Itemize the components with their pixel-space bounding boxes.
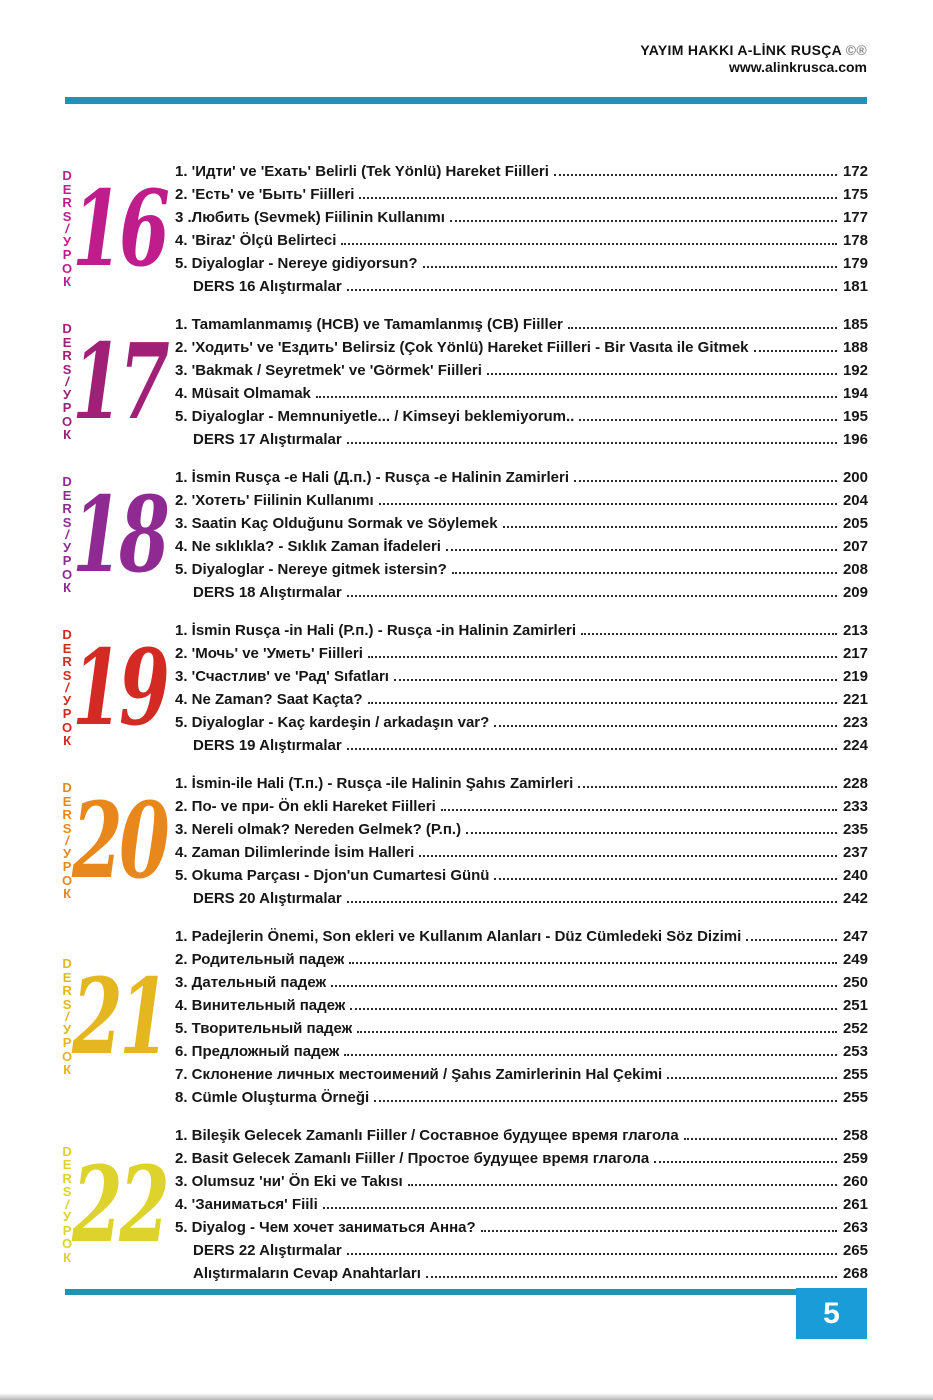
dot-leader: [394, 679, 837, 681]
toc-entry-page: 192: [842, 362, 868, 379]
dot-leader: [494, 878, 837, 880]
dot-leader: [441, 809, 837, 811]
toc-entry-page: 235: [842, 821, 868, 838]
toc-entry-page: 253: [842, 1043, 868, 1060]
toc-entry-label: 4. 'Biraz' Ölçü Belirteci: [175, 232, 337, 249]
vertical-label-letter: К: [63, 1062, 72, 1078]
toc-entry: [175, 925, 868, 948]
toc-entry-page: 194: [842, 385, 868, 402]
dot-leader: [341, 243, 837, 245]
toc-entry-page: 255: [842, 1089, 868, 1106]
dot-leader: [452, 572, 837, 574]
lesson-badge: [62, 1142, 175, 1266]
vertical-label-letter: О: [62, 872, 73, 888]
dot-leader: [481, 1230, 837, 1232]
dot-leader: [466, 832, 837, 834]
toc-entry: [175, 275, 868, 298]
toc-entry-page: 224: [842, 737, 868, 754]
vertical-label-letter: S: [62, 996, 72, 1012]
toc-entry: [175, 336, 868, 359]
toc-section-19: [62, 619, 868, 757]
toc-entry: [175, 313, 868, 336]
dot-leader: [578, 786, 837, 788]
toc-entry: [175, 688, 868, 711]
dot-leader: [323, 1207, 837, 1209]
toc-entry: [175, 1063, 868, 1086]
vertical-label-letter: D: [62, 956, 72, 972]
toc-entry-page: 179: [842, 255, 868, 272]
dot-leader: [554, 174, 837, 176]
toc-entry: [175, 711, 868, 734]
toc-entry: [175, 382, 868, 405]
toc-entry-label: 1. 'Идти' ve 'Ехать' Belirli (Tek Yönlü) Hareket Fiilleri: [175, 163, 549, 180]
dot-leader: [349, 962, 837, 964]
lesson-badge: [62, 169, 175, 289]
toc-entry: [175, 489, 868, 512]
toc-entry-label: 2. 'Есть' ve 'Быть' Fiilleri: [175, 186, 355, 203]
dot-leader: [344, 1054, 837, 1056]
toc-entry: [175, 1124, 868, 1147]
toc-entry-label: DERS 16 Alıştırmalar: [193, 278, 342, 295]
lesson-vertical-label: [62, 628, 72, 748]
toc-entry-page: 185: [842, 316, 868, 333]
toc-entry: [175, 359, 868, 382]
dot-leader: [347, 442, 837, 444]
toc-entry-page: 242: [842, 890, 868, 907]
vertical-label-letter: E: [62, 181, 72, 197]
vertical-label-letter: У: [63, 1021, 72, 1037]
toc-entry-page: 207: [842, 538, 868, 555]
toc-entry-label: 5. Diyaloglar - Nereye gitmek istersin?: [175, 561, 447, 578]
dot-leader: [494, 725, 837, 727]
vertical-label-letter: /: [65, 527, 69, 543]
vertical-label-letter: К: [63, 427, 72, 443]
vertical-label-letter: R: [62, 1170, 72, 1186]
lesson-vertical-label: [62, 169, 72, 289]
vertical-label-letter: У: [63, 386, 72, 402]
dot-leader: [503, 526, 837, 528]
toc-entry-page: 196: [842, 431, 868, 448]
lesson-vertical-label: [62, 1145, 72, 1265]
vertical-label-letter: S: [62, 361, 72, 377]
toc-entry-page: 181: [842, 278, 868, 295]
toc-entry-label: DERS 18 Alıştırmalar: [193, 584, 342, 601]
toc-entry-label: 2. 'Ходить' ve 'Ездить' Belirsiz (Çok Yönlü) Hareket Fiilleri - Bir Vasıta ile Gitmek: [175, 339, 749, 356]
vertical-label-letter: S: [62, 820, 72, 836]
toc-entry: [175, 818, 868, 841]
toc-entry-page: 240: [842, 867, 868, 884]
publisher-name: YAYIM HAKKI A-LİNK RUSÇA: [640, 42, 842, 58]
toc-entry-label: 2. Родительный падеж: [175, 951, 345, 968]
dot-leader: [450, 220, 837, 222]
toc-entry-page: 258: [842, 1127, 868, 1144]
toc-entry-label: 1. Padejlerin Önemi, Son ekleri ve Kullanım Alanları - Düz Cümledeki Söz Dizimi: [175, 928, 742, 945]
toc-entry: [175, 642, 868, 665]
toc-entry-label: 2. По- ve при- Ön ekli Hareket Fiilleri: [175, 798, 436, 815]
toc-entry: [175, 160, 868, 183]
toc-entry-label: 2. Basit Gelecek Zamanlı Fiiller / Простое будущее время глагола: [175, 1150, 650, 1167]
dot-leader: [368, 702, 837, 704]
toc-entry: [175, 772, 868, 795]
dot-leader: [347, 901, 837, 903]
vertical-label-letter: S: [62, 514, 72, 530]
lesson-number: 22: [72, 1142, 167, 1266]
lesson-number: 19: [72, 626, 167, 750]
vertical-label-letter: Р: [62, 553, 72, 569]
vertical-label-letter: У: [63, 1209, 72, 1225]
toc-entry-page: 213: [842, 622, 868, 639]
vertical-label-letter: Р: [62, 1222, 72, 1238]
toc-entry-page: 204: [842, 492, 868, 509]
toc-entry-label: 4. Müsait Olmamak: [175, 385, 311, 402]
vertical-label-letter: D: [62, 780, 72, 796]
scan-edge-shadow: [0, 1393, 933, 1400]
toc-entry-label: 5. Diyaloglar - Nereye gidiyorsun?: [175, 255, 418, 272]
vertical-label-letter: Р: [62, 859, 72, 875]
toc-entry-page: 265: [842, 1242, 868, 1259]
vertical-label-letter: D: [62, 627, 72, 643]
dot-leader: [423, 266, 837, 268]
lesson-entries: [175, 160, 868, 298]
vertical-label-letter: D: [62, 321, 72, 337]
vertical-label-letter: R: [62, 348, 72, 364]
toc-entry-label: 1. İsmin-ile Hali (Т.п.) - Rusça -ile Halinin Şahıs Zamirleri: [175, 775, 574, 792]
dot-leader: [368, 656, 837, 658]
vertical-label-letter: Р: [62, 1035, 72, 1051]
dot-leader: [746, 939, 837, 941]
toc-entry-page: 247: [842, 928, 868, 945]
toc-entry: [175, 619, 868, 642]
lesson-vertical-label: [62, 322, 72, 442]
toc-entry-page: 228: [842, 775, 868, 792]
dot-leader: [667, 1077, 837, 1079]
toc-entry: [175, 581, 868, 604]
toc-section-20: [62, 772, 868, 910]
vertical-label-letter: D: [62, 1143, 72, 1159]
dot-leader: [350, 1008, 837, 1010]
vertical-label-letter: S: [62, 208, 72, 224]
vertical-label-letter: Р: [62, 400, 72, 416]
toc-entry: [175, 252, 868, 275]
lesson-entries: [175, 1124, 868, 1285]
dot-leader: [419, 855, 837, 857]
toc-entry-page: 251: [842, 997, 868, 1014]
toc-entry-page: 209: [842, 584, 868, 601]
toc-entry-label: 4. 'Заниматься' Fiili: [175, 1196, 318, 1213]
toc-entry: [175, 841, 868, 864]
toc-entry: [175, 948, 868, 971]
toc-entry-page: 177: [842, 209, 868, 226]
vertical-label-letter: E: [62, 793, 72, 809]
lesson-number: 18: [72, 473, 167, 597]
lesson-vertical-label: [62, 957, 72, 1077]
toc-entry: [175, 994, 868, 1017]
vertical-label-letter: К: [63, 274, 72, 290]
toc-entry-label: 4. Ne sıklıkla? - Sıklık Zaman İfadeleri: [175, 538, 441, 555]
toc-entry-label: DERS 20 Alıştırmalar: [193, 890, 342, 907]
toc-entry-page: 200: [842, 469, 868, 486]
vertical-label-letter: У: [63, 539, 72, 555]
toc-entry: [175, 535, 868, 558]
toc-entry-page: 217: [842, 645, 868, 662]
toc-entry: [175, 795, 868, 818]
vertical-label-letter: D: [62, 168, 72, 184]
vertical-label-letter: О: [62, 1048, 73, 1064]
vertical-label-letter: У: [63, 845, 72, 861]
vertical-label-letter: E: [62, 640, 72, 656]
vertical-label-letter: О: [62, 719, 73, 735]
dot-leader: [568, 327, 837, 329]
dot-leader: [684, 1138, 837, 1140]
toc-entry: [175, 1086, 868, 1109]
vertical-label-letter: У: [63, 233, 72, 249]
toc-entry-page: 237: [842, 844, 868, 861]
toc-entry-label: 5. Okuma Parçası - Djon'un Cumartesi Günü: [175, 867, 490, 884]
toc-entry-label: 7. Склонение личных местоимений / Şahıs Zamirlerinin Hal Çekimi: [175, 1066, 663, 1083]
toc-entry-label: 6. Предложный падеж: [175, 1043, 340, 1060]
toc-entry: [175, 1040, 868, 1063]
toc-entry: [175, 1239, 868, 1262]
toc-entry-label: 3. 'Счастлив' ve 'Рад' Sıfatları: [175, 668, 389, 685]
toc-entry-page: 249: [842, 951, 868, 968]
toc-entry: [175, 206, 868, 229]
toc-entry-label: 1. İsmin Rusça -in Hali (Р.п.) - Rusça -in Halinin Zamirleri: [175, 622, 577, 639]
lesson-number: 16: [72, 167, 167, 291]
toc-entry: [175, 512, 868, 535]
toc-entry: [175, 1262, 868, 1285]
vertical-label-letter: О: [62, 260, 73, 276]
lesson-entries: [175, 313, 868, 451]
vertical-label-letter: R: [62, 983, 72, 999]
vertical-label-letter: /: [65, 680, 69, 696]
lesson-entries: [175, 925, 868, 1109]
toc-entry: [175, 558, 868, 581]
toc-entry: [175, 665, 868, 688]
lesson-number: 17: [72, 320, 167, 444]
dot-leader: [581, 633, 837, 635]
toc-entry-label: 5. Diyaloglar - Memnuniyetle... / Kimseyi beklemiyorum..: [175, 408, 575, 425]
toc-entry-label: 3. 'Bakmak / Seyretmek' ve 'Görmek' Fiilleri: [175, 362, 482, 379]
lesson-number: 21: [72, 955, 167, 1079]
publisher-website: www.alinkrusca.com: [729, 59, 867, 75]
publisher-line: [640, 42, 867, 58]
toc-entry-label: 2. 'Мочь' ve 'Уметь' Fiilleri: [175, 645, 363, 662]
dot-leader: [347, 289, 837, 291]
toc-entry: [175, 734, 868, 757]
vertical-label-letter: /: [65, 833, 69, 849]
vertical-label-letter: /: [65, 1009, 69, 1025]
vertical-label-letter: Р: [62, 706, 72, 722]
dot-leader: [754, 350, 837, 352]
toc-entry-page: 233: [842, 798, 868, 815]
toc-section-22: [62, 1124, 868, 1285]
vertical-label-letter: /: [65, 1196, 69, 1212]
copyright-marks: ©®: [845, 42, 867, 58]
vertical-label-letter: К: [63, 1249, 72, 1265]
lesson-badge: [62, 475, 175, 595]
dot-leader: [574, 480, 837, 482]
toc-entry: [175, 864, 868, 887]
vertical-label-letter: К: [63, 733, 72, 749]
toc-entry-label: 5. Diyalog - Чем хочет заниматься Анна?: [175, 1219, 476, 1236]
vertical-label-letter: К: [63, 580, 72, 596]
dot-leader: [347, 1253, 837, 1255]
toc-entry-page: 268: [842, 1265, 868, 1282]
toc-section-21: [62, 925, 868, 1109]
toc-entry-label: 3. Дательный падеж: [175, 974, 327, 991]
vertical-label-letter: E: [62, 1157, 72, 1173]
dot-leader: [359, 197, 837, 199]
dot-leader: [426, 1276, 837, 1278]
lesson-vertical-label: [62, 475, 72, 595]
toc-entry-page: 205: [842, 515, 868, 532]
lesson-badge: [62, 628, 175, 748]
toc-entry-label: DERS 19 Alıştırmalar: [193, 737, 342, 754]
toc-entry-page: 195: [842, 408, 868, 425]
toc-entry-label: DERS 17 Alıştırmalar: [193, 431, 342, 448]
vertical-label-letter: E: [62, 487, 72, 503]
toc-entry: [175, 1017, 868, 1040]
toc-entry: [175, 183, 868, 206]
vertical-label-letter: /: [65, 221, 69, 237]
vertical-label-letter: S: [62, 1184, 72, 1200]
top-rule: [65, 97, 867, 104]
dot-leader: [374, 1100, 837, 1102]
dot-leader: [487, 373, 837, 375]
toc-sections: [62, 160, 868, 1300]
toc-entry-page: 219: [842, 668, 868, 685]
bottom-rule: [65, 1289, 796, 1295]
vertical-label-letter: E: [62, 969, 72, 985]
toc-entry-label: 1. Tamamlanmamış (HCB) ve Tamamlanmış (CB) Fiiller: [175, 316, 563, 333]
toc-entry-label: 3. Olumsuz 'ни' Ön Eki ve Takısı: [175, 1173, 403, 1190]
lesson-badge: [62, 322, 175, 442]
dot-leader: [579, 419, 837, 421]
lesson-entries: [175, 772, 868, 910]
dot-leader: [379, 503, 837, 505]
toc-entry-page: 208: [842, 561, 868, 578]
toc-entry-label: 3. Nereli olmak? Nereden Gelmek? (Р.п.): [175, 821, 462, 838]
toc-entry-label: 4. Ne Zaman? Saat Kaçta?: [175, 691, 363, 708]
toc-entry-label: 5. Творительный падеж: [175, 1020, 353, 1037]
toc-entry-page: 223: [842, 714, 868, 731]
toc-section-17: [62, 313, 868, 451]
toc-entry-page: 263: [842, 1219, 868, 1236]
toc-entry-label: 2. 'Хотеть' Fiilinin Kullanımı: [175, 492, 374, 509]
toc-entry-page: 188: [842, 339, 868, 356]
toc-entry: [175, 887, 868, 910]
lesson-number: 20: [72, 779, 167, 903]
toc-entry: [175, 1193, 868, 1216]
dot-leader: [347, 748, 837, 750]
vertical-label-letter: К: [63, 886, 72, 902]
vertical-label-letter: О: [62, 1236, 73, 1252]
vertical-label-letter: R: [62, 195, 72, 211]
toc-entry-page: 261: [842, 1196, 868, 1213]
page-number-badge: 5: [796, 1288, 867, 1339]
toc-entry: [175, 971, 868, 994]
page-header: [640, 42, 867, 75]
vertical-label-letter: E: [62, 334, 72, 350]
toc-section-16: [62, 160, 868, 298]
vertical-label-letter: О: [62, 566, 73, 582]
toc-entry-label: Alıştırmaların Cevap Anahtarları: [193, 1265, 421, 1282]
lesson-entries: [175, 619, 868, 757]
lesson-badge: [62, 957, 175, 1077]
vertical-label-letter: R: [62, 654, 72, 670]
toc-entry: [175, 1147, 868, 1170]
vertical-label-letter: У: [63, 692, 72, 708]
toc-entry-label: DERS 22 Alıştırmalar: [193, 1242, 342, 1259]
toc-entry-label: 1. Bileşik Gelecek Zamanlı Fiiller / Составное будущее время глагола: [175, 1127, 679, 1144]
vertical-label-letter: D: [62, 474, 72, 490]
dot-leader: [347, 595, 837, 597]
toc-entry-page: 260: [842, 1173, 868, 1190]
dot-leader: [654, 1161, 837, 1163]
dot-leader: [446, 549, 837, 551]
vertical-label-letter: Р: [62, 247, 72, 263]
toc-entry-label: 4. Винительный падеж: [175, 997, 346, 1014]
toc-entry-page: 255: [842, 1066, 868, 1083]
toc-entry-page: 175: [842, 186, 868, 203]
dot-leader: [331, 985, 837, 987]
dot-leader: [408, 1184, 837, 1186]
lesson-badge: [62, 781, 175, 901]
toc-entry-page: 259: [842, 1150, 868, 1167]
toc-entry-label: 3 .Любить (Sevmek) Fiilinin Kullanımı: [175, 209, 445, 226]
vertical-label-letter: /: [65, 374, 69, 390]
toc-entry-page: 250: [842, 974, 868, 991]
toc-entry: [175, 1170, 868, 1193]
toc-entry-label: 3. Saatin Kaç Olduğunu Sormak ve Söylemek: [175, 515, 498, 532]
lesson-entries: [175, 466, 868, 604]
toc-entry-label: 5. Diyaloglar - Kaç kardeşin / arkadaşın var?: [175, 714, 490, 731]
vertical-label-letter: R: [62, 501, 72, 517]
toc-entry-page: 252: [842, 1020, 868, 1037]
toc-entry: [175, 466, 868, 489]
vertical-label-letter: S: [62, 667, 72, 683]
toc-entry-page: 221: [842, 691, 868, 708]
toc-entry-label: 8. Cümle Oluşturma Örneği: [175, 1089, 370, 1106]
toc-entry-page: 172: [842, 163, 868, 180]
toc-entry-label: 4. Zaman Dilimlerinde İsim Halleri: [175, 844, 415, 861]
toc-entry-page: 178: [842, 232, 868, 249]
toc-section-18: [62, 466, 868, 604]
lesson-vertical-label: [62, 781, 72, 901]
toc-entry: [175, 1216, 868, 1239]
toc-entry: [175, 229, 868, 252]
dot-leader: [357, 1031, 837, 1033]
toc-entry-label: 1. İsmin Rusça -e Hali (Д.п.) - Rusça -e Halinin Zamirleri: [175, 469, 570, 486]
vertical-label-letter: О: [62, 413, 73, 429]
toc-entry: [175, 405, 868, 428]
dot-leader: [316, 396, 837, 398]
toc-entry: [175, 428, 868, 451]
vertical-label-letter: R: [62, 807, 72, 823]
